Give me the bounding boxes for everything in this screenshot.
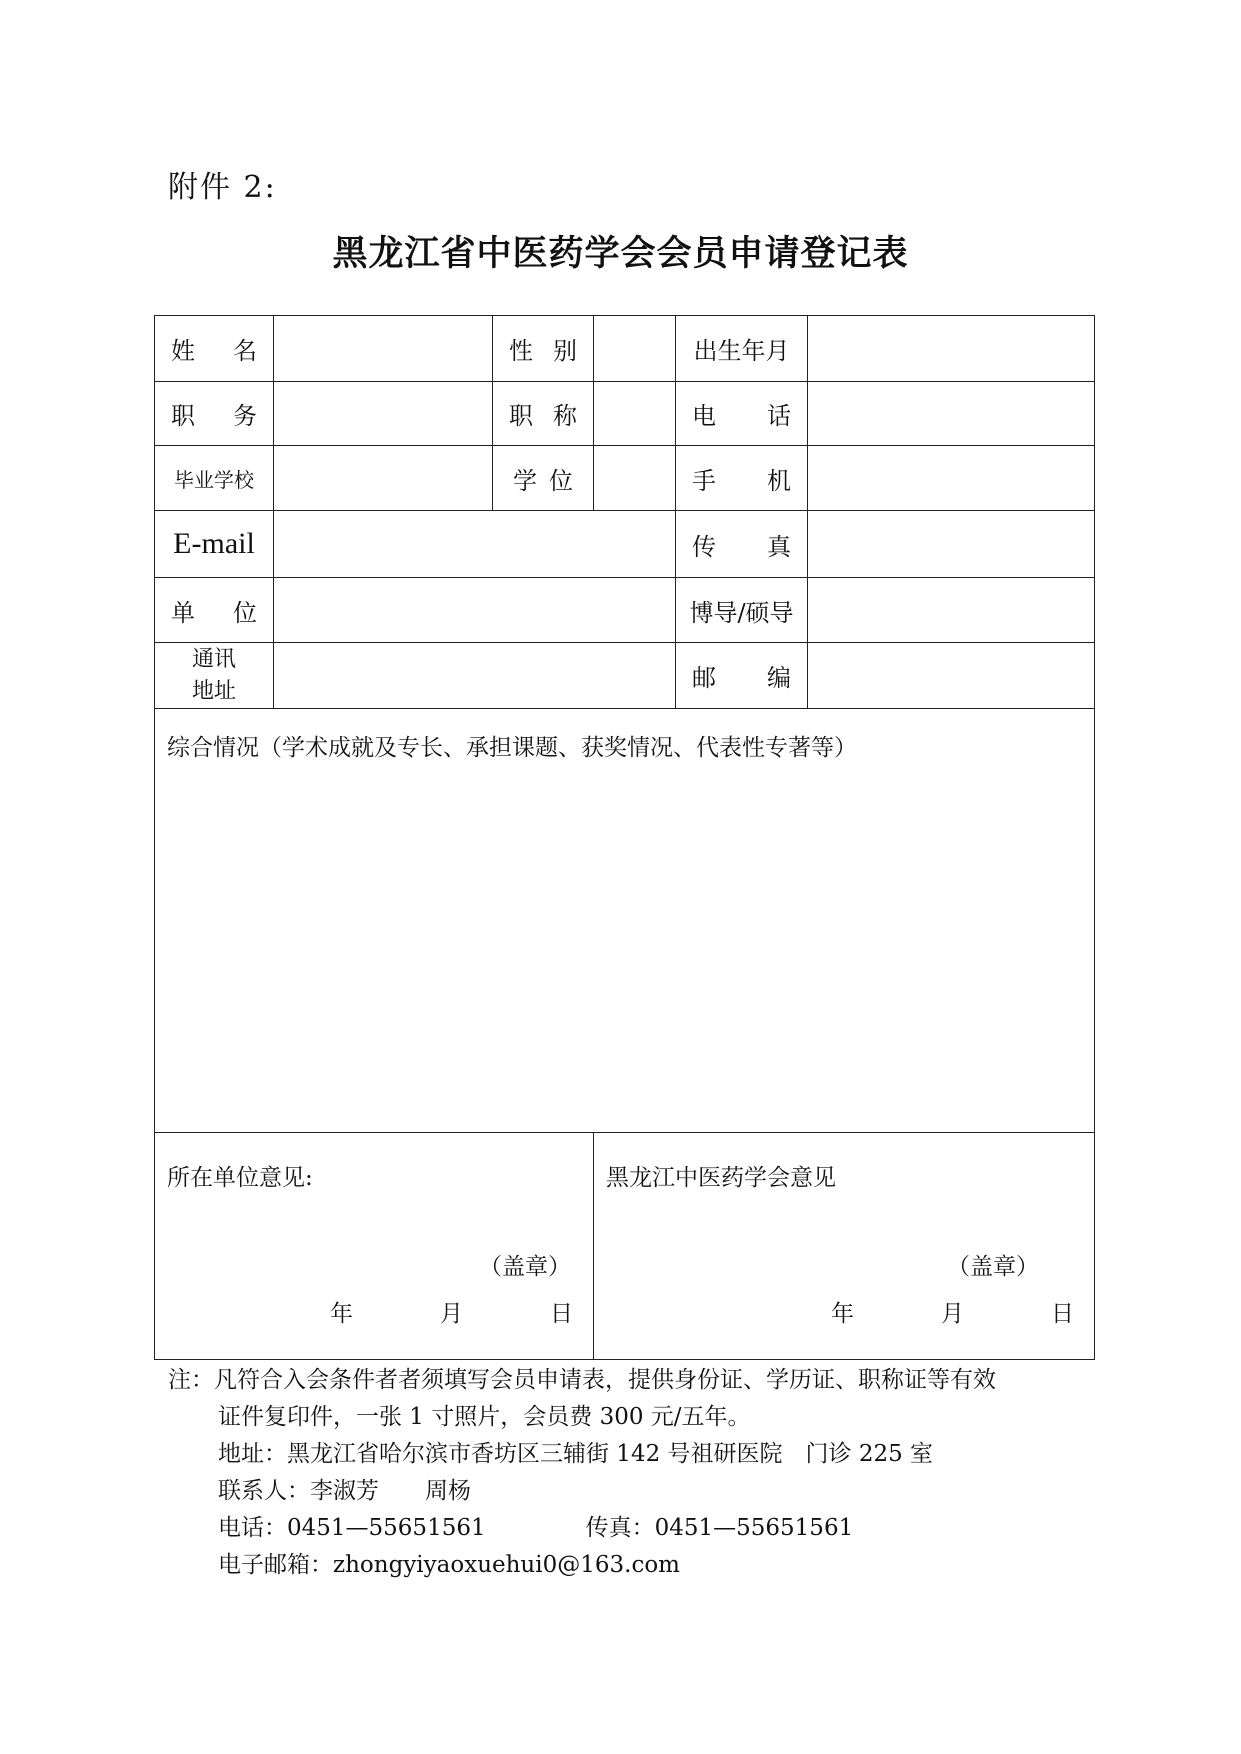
birth-label: 出生年月 xyxy=(676,316,808,382)
school-label: 毕业学校 xyxy=(155,446,274,511)
address-label: 通讯 地址 xyxy=(155,643,274,709)
title-label: 职 称 xyxy=(493,382,594,446)
name-label: 姓 名 xyxy=(155,316,274,382)
gender-field[interactable] xyxy=(594,316,676,382)
name-field[interactable] xyxy=(274,316,493,382)
note-fax: 传真：0451—55651561 xyxy=(585,1515,854,1541)
note-line-2: 证件复印件，一张 1 寸照片，会员费 300 元/五年。 xyxy=(218,1404,751,1430)
unit-opinion-section[interactable] xyxy=(155,1133,594,1360)
note-address: 地址：黑龙江省哈尔滨市香坊区三辅街 142 号祖研医院 门诊 225 室 xyxy=(218,1441,934,1467)
degree-field[interactable] xyxy=(594,446,676,511)
unit-date: 年 月 日 xyxy=(330,1301,573,1327)
position-field[interactable] xyxy=(274,382,493,446)
birth-field[interactable] xyxy=(808,316,1095,382)
mobile-label: 手 机 xyxy=(676,446,808,511)
note-phone: 电话：0451—55651561 xyxy=(218,1515,486,1541)
summary-label: 综合情况（学术成就及专长、承担课题、获奖情况、代表性专著等） xyxy=(167,735,857,761)
unit-seal-label: （盖章） xyxy=(479,1254,571,1280)
attachment-label: 附件 2: xyxy=(168,170,277,205)
email-label: E-mail xyxy=(155,511,274,578)
gender-label: 性 别 xyxy=(493,316,594,382)
postcode-field[interactable] xyxy=(808,643,1095,709)
fax-field[interactable] xyxy=(808,511,1095,578)
phone-label: 电 话 xyxy=(676,382,808,446)
mobile-field[interactable] xyxy=(808,446,1095,511)
unit-label: 单 位 xyxy=(155,578,274,643)
society-date: 年 月 日 xyxy=(831,1301,1074,1327)
position-label: 职 务 xyxy=(155,382,274,446)
summary-section[interactable] xyxy=(155,709,1095,1133)
society-seal-label: （盖章） xyxy=(947,1254,1039,1280)
supervisor-field[interactable] xyxy=(808,578,1095,643)
unit-opinion-label: 所在单位意见: xyxy=(167,1165,313,1191)
fax-label: 传 真 xyxy=(676,511,808,578)
note-phone-fax xyxy=(168,1510,1098,1547)
form-title: 黑龙江省中医药学会会员申请登记表 xyxy=(332,234,909,274)
phone-field[interactable] xyxy=(808,382,1095,446)
note-contact: 联系人：李淑芳 周杨 xyxy=(218,1478,471,1504)
notes xyxy=(168,1362,1098,1584)
supervisor-label: 博导/硕导 xyxy=(676,578,808,643)
postcode-label: 邮 编 xyxy=(676,643,808,709)
society-opinion-section[interactable] xyxy=(594,1133,1095,1360)
society-opinion-label: 黑龙江中医药学会意见 xyxy=(606,1165,836,1191)
degree-label: 学 位 xyxy=(493,446,594,511)
unit-field[interactable] xyxy=(274,578,676,643)
email-field[interactable] xyxy=(274,511,676,578)
registration-form xyxy=(154,315,1095,1360)
note-email: 电子邮箱：zhongyiyaoxuehui0@163.com xyxy=(218,1552,680,1578)
note-line-1: 注：凡符合入会条件者者须填写会员申请表，提供身份证、学历证、职称证等有效 xyxy=(168,1367,996,1393)
title-field[interactable] xyxy=(594,382,676,446)
school-field[interactable] xyxy=(274,446,493,511)
address-field[interactable] xyxy=(274,643,676,709)
